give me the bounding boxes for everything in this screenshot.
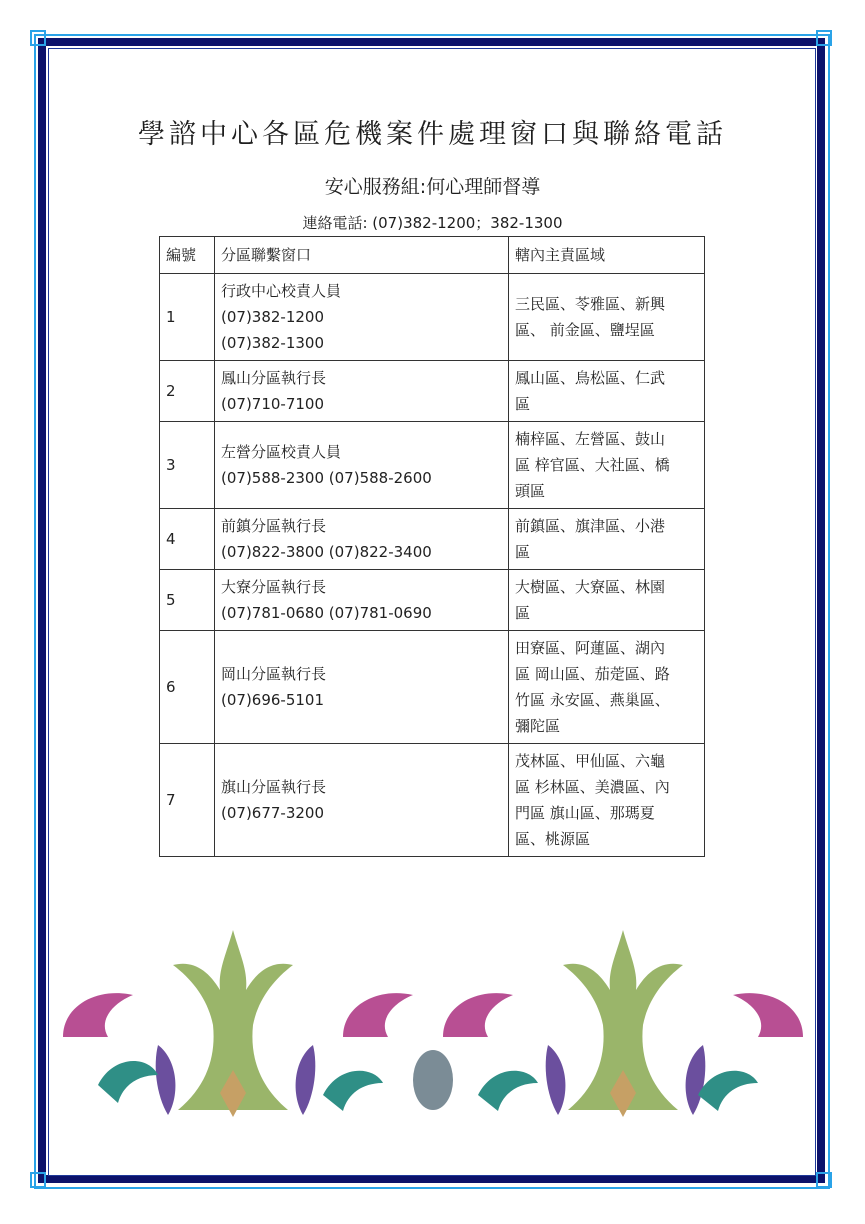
areas-cell (509, 631, 705, 744)
row-number: 1 (160, 274, 215, 361)
teal-leaf (478, 1071, 538, 1111)
area-line: 區、桃源區 (515, 830, 591, 848)
window-phone: (07)382-1300 (221, 334, 325, 352)
table-row (160, 744, 705, 857)
area-line: 區 梓官區、大社區、橋 (515, 456, 670, 474)
area-line: 竹區 永安區、燕巢區、 (515, 691, 670, 709)
window-phone: (07)710-7100 (221, 395, 325, 413)
areas-cell (509, 744, 705, 857)
window-name: 左營分區校責人員 (221, 443, 342, 461)
window-phone: (07)781-0680 (07)781-0690 (221, 604, 432, 622)
contact-window-cell (215, 744, 509, 857)
window-name: 岡山分區執行長 (221, 665, 327, 683)
table-row (160, 274, 705, 361)
corner-ornament-top-right (816, 30, 832, 46)
window-phone: (07)382-1200 (221, 308, 325, 326)
corner-ornament-bottom-left (30, 1172, 46, 1188)
areas-cell (509, 422, 705, 509)
table-row (160, 361, 705, 422)
magenta-leaf (733, 993, 803, 1037)
area-line: 楠梓區、左營區、鼓山 (515, 430, 666, 448)
document-title: 學諮中心各區危機案件處理窗口與聯絡電話 (138, 119, 727, 150)
corner-ornament-top-left (30, 30, 46, 46)
floral-ornament (58, 925, 808, 1125)
document-subtitle: 安心服務組:何心理師督導 (324, 176, 541, 198)
area-line: 彌陀區 (515, 717, 561, 735)
window-name: 前鎮分區執行長 (221, 517, 327, 535)
area-line: 頭區 (515, 482, 546, 500)
contact-phone: 連絡電話: (07)382-1200；382-1300 (302, 214, 563, 232)
teal-leaf (698, 1071, 758, 1111)
contact-window-cell (215, 361, 509, 422)
window-phone: (07)588-2300 (07)588-2600 (221, 469, 432, 487)
contact-window-cell (215, 570, 509, 631)
table-header-row (160, 237, 705, 274)
header-contact-window: 分區聯繫窗口 (215, 237, 509, 274)
purple-drop (686, 1045, 706, 1115)
table-row (160, 422, 705, 509)
window-name: 行政中心校責人員 (221, 282, 342, 300)
area-line: 三民區、苓雅區、新興 (515, 295, 666, 313)
table-row (160, 631, 705, 744)
area-line: 區 (515, 395, 531, 413)
header-number: 編號 (160, 237, 215, 274)
row-number: 2 (160, 361, 215, 422)
area-line: 前鎮區、旗津區、小港 (515, 517, 666, 535)
contact-table (159, 236, 705, 857)
magenta-leaf (343, 993, 413, 1037)
areas-cell (509, 570, 705, 631)
row-number: 5 (160, 570, 215, 631)
area-line: 鳳山區、鳥松區、仁武 (515, 369, 666, 387)
area-line: 區 (515, 543, 531, 561)
corner-ornament-bottom-right (816, 1172, 832, 1188)
purple-drop (546, 1045, 566, 1115)
row-number: 6 (160, 631, 215, 744)
contact-window-cell (215, 509, 509, 570)
areas-cell (509, 509, 705, 570)
teal-leaf (98, 1061, 158, 1103)
row-number: 7 (160, 744, 215, 857)
magenta-leaf (443, 993, 513, 1037)
table-row (160, 570, 705, 631)
fleur-left (173, 930, 293, 1117)
window-phone: (07)696-5101 (221, 691, 325, 709)
window-phone: (07)677-3200 (221, 804, 325, 822)
contact-window-cell (215, 631, 509, 744)
area-line: 區、 前金區、鹽埕區 (515, 321, 655, 339)
header-responsible-areas: 轄內主責區域 (509, 237, 705, 274)
teal-leaf (323, 1071, 383, 1111)
contact-window-cell (215, 422, 509, 509)
contact-window-cell (215, 274, 509, 361)
fleur-right (563, 930, 683, 1117)
window-name: 鳳山分區執行長 (221, 369, 327, 387)
window-phone: (07)822-3800 (07)822-3400 (221, 543, 432, 561)
table-row (160, 509, 705, 570)
area-line: 大樹區、大寮區、林園 (515, 578, 666, 596)
area-line: 區 (515, 604, 531, 622)
areas-cell (509, 274, 705, 361)
area-line: 田寮區、阿蓮區、湖內 (515, 639, 666, 657)
areas-cell (509, 361, 705, 422)
row-number: 4 (160, 509, 215, 570)
area-line: 茂林區、甲仙區、六龜 (515, 752, 666, 770)
purple-drop (296, 1045, 316, 1115)
row-number: 3 (160, 422, 215, 509)
magenta-leaf (63, 993, 133, 1037)
area-line: 區 岡山區、茄萣區、路 (515, 665, 670, 683)
purple-drop (156, 1045, 176, 1115)
area-line: 門區 旗山區、那瑪夏 (515, 804, 655, 822)
center-oval (413, 1050, 453, 1110)
area-line: 區 杉林區、美濃區、內 (515, 778, 670, 796)
window-name: 旗山分區執行長 (221, 778, 327, 796)
window-name: 大寮分區執行長 (221, 578, 327, 596)
